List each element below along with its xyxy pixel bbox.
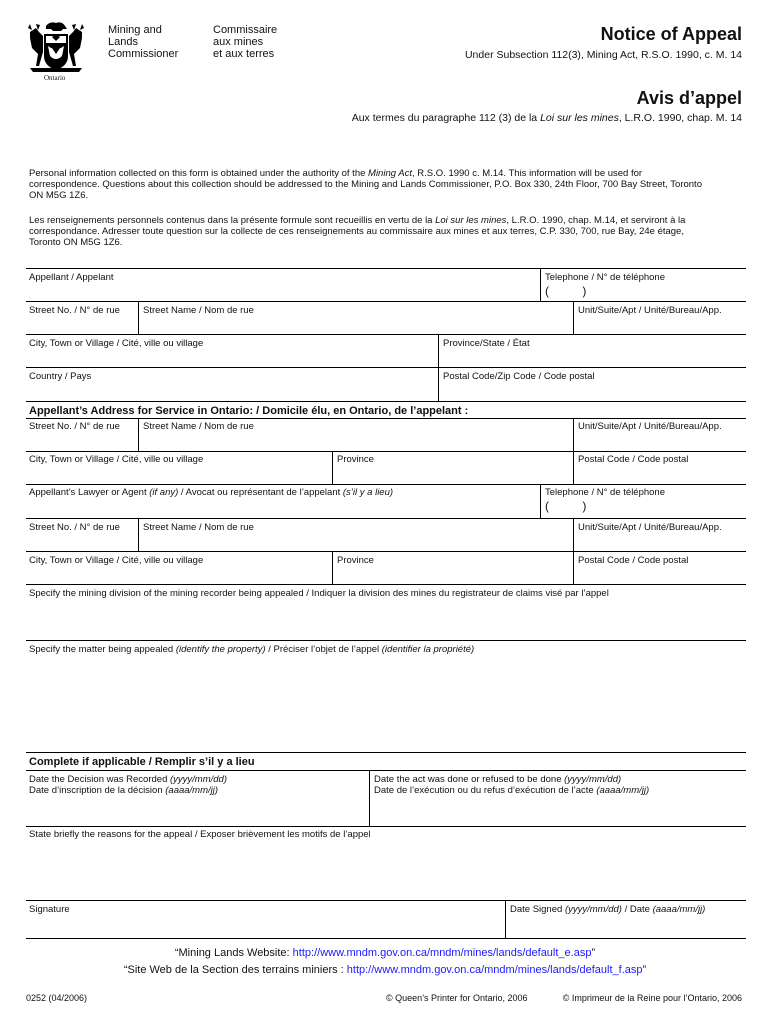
date-decision-recorded-field[interactable] bbox=[29, 774, 364, 824]
recorded-fr-pre: Date d’inscription de la décision bbox=[29, 785, 166, 796]
privacy-fr-line2: correspondance. Adresser toute question sur la collecte de ces renseignements au commissaire aux mines et aux terres, C.P. 330, 700, rue Bay, 24e étage, bbox=[29, 226, 684, 237]
lawyer-postal-field[interactable]: Postal Code / Code postal bbox=[578, 555, 689, 566]
website-fr-pre: “Site Web de la Section des terrains miniers : bbox=[123, 964, 347, 976]
privacy-fr-line1-pre: Les renseignements personnels contenus dans la présente formule sont recueillis en vertu de la bbox=[29, 215, 436, 226]
privacy-fr-line3: Toronto ON M5G 1Z6. bbox=[29, 237, 123, 248]
header-col2-line3: et aux terres bbox=[213, 48, 275, 60]
date-signed-mid: / Date bbox=[621, 904, 653, 915]
date-signed-italic2: (aaaa/mm/jj) bbox=[652, 904, 706, 915]
subtitle-en: Under Subsection 112(3), Mining Act, R.S.O. 1990, c. M. 14 bbox=[464, 49, 742, 61]
header-col1-line3: Commissioner bbox=[108, 48, 179, 60]
date-signed-pre: Date Signed bbox=[510, 904, 565, 915]
reasons-field[interactable]: State briefly the reasons for the appeal / Exposer brièvement les motifs de l’appel bbox=[29, 829, 371, 840]
website-fr-link[interactable]: http://www.mndm.gov.on.ca/mndm/mines/lands/default_f.asp bbox=[346, 964, 643, 976]
privacy-fr-line1-italic: Loi sur les mines bbox=[435, 215, 507, 226]
privacy-fr-line1 bbox=[29, 215, 744, 226]
recorded-en bbox=[29, 774, 364, 785]
date-signed-field[interactable] bbox=[510, 904, 743, 934]
date-signed-italic1: (yyyy/mm/dd) bbox=[564, 904, 622, 915]
privacy-en-line2: correspondence. Questions about this collection should be addressed to the Mining and Lands Commissioner, P.O. Box 330, 24th Floor, 700 Bay Street, Toronto bbox=[29, 179, 702, 190]
service-city-field[interactable]: City, Town or Village / Cité, ville ou village bbox=[29, 454, 204, 465]
applicable-heading: Complete if applicable / Remplir s’il y a lieu bbox=[29, 756, 255, 768]
website-en-link[interactable]: http://www.mndm.gov.on.ca/mndm/mines/lands/default_e.asp bbox=[292, 947, 592, 959]
service-address-heading: Appellant’s Address for Service in Ontario: / Domicile élu, en Ontario, de l’appelant : bbox=[29, 405, 469, 417]
lawyer-street-no-field[interactable]: Street No. / N° de rue bbox=[29, 522, 120, 533]
matter-label-pre: Specify the matter being appealed bbox=[29, 644, 176, 655]
act-fr bbox=[374, 785, 743, 796]
lawyer-telephone-parens: ( ) bbox=[545, 499, 587, 513]
appellant-postal-zip-field[interactable]: Postal Code/Zip Code / Code postal bbox=[443, 371, 595, 382]
title-en: Notice of Appeal bbox=[600, 24, 742, 44]
act-fr-italic: (aaaa/mm/jj) bbox=[596, 785, 650, 796]
lawyer-label-mid: / Avocat ou représentant de l’appelant bbox=[178, 487, 343, 498]
act-en bbox=[374, 774, 743, 785]
privacy-en-line1-italic: Mining Act bbox=[368, 168, 413, 179]
lawyer-telephone-label: Telephone / N° de téléphone bbox=[545, 487, 666, 498]
lawyer-agent-field[interactable] bbox=[29, 487, 534, 513]
header-col2 bbox=[213, 24, 277, 60]
act-en-italic: (yyyy/mm/dd) bbox=[564, 774, 622, 785]
lawyer-label-italic2: (s’il y a lieu) bbox=[342, 487, 394, 498]
service-postal-field[interactable]: Postal Code / Code postal bbox=[578, 454, 689, 465]
subtitle-fr-italic: Loi sur les mines bbox=[540, 112, 619, 124]
service-street-name-field[interactable]: Street Name / Nom de rue bbox=[143, 421, 254, 432]
header-col1-line2: Lands bbox=[108, 36, 138, 48]
privacy-en-line1-post: , R.S.O. 1990 c. M.14. This information will be used for bbox=[412, 168, 643, 179]
appellant-city-field[interactable]: City, Town or Village / Cité, ville ou village bbox=[29, 338, 204, 349]
appellant-province-state-field[interactable]: Province/State / État bbox=[443, 338, 530, 349]
lawyer-label-italic1: (if any) bbox=[149, 487, 179, 498]
lawyer-telephone-field[interactable] bbox=[545, 487, 743, 513]
website-en-pre: “Mining Lands Website: bbox=[174, 947, 293, 959]
lawyer-label-pre: Appellant’s Lawyer or Agent bbox=[29, 487, 150, 498]
copyright-en: © Queen’s Printer for Ontario, 2006 bbox=[386, 993, 528, 1003]
lawyer-street-name-field[interactable]: Street Name / Nom de rue bbox=[143, 522, 254, 533]
service-unit-field[interactable]: Unit/Suite/Apt / Unité/Bureau/App. bbox=[578, 421, 722, 432]
act-en-pre: Date the act was done or refused to be done bbox=[374, 774, 565, 785]
title-fr: Avis d’appel bbox=[636, 88, 742, 108]
header-col1-line1: Mining and bbox=[108, 24, 162, 36]
service-province-field[interactable]: Province bbox=[337, 454, 374, 465]
appellant-unit-field[interactable]: Unit/Suite/Apt / Unité/Bureau/App. bbox=[578, 305, 722, 316]
website-en-post: ” bbox=[591, 947, 596, 959]
privacy-notice-en bbox=[29, 168, 744, 201]
appellant-street-name-field[interactable]: Street Name / Nom de rue bbox=[143, 305, 254, 316]
subtitle-fr-post: , L.R.O. 1990, chap. M. 14 bbox=[618, 112, 742, 124]
matter-label-mid: / Préciser l’objet de l’appel bbox=[265, 644, 382, 655]
act-fr-pre: Date de l’exécution ou du refus d’exécution de l’acte bbox=[374, 785, 597, 796]
lawyer-city-field[interactable]: City, Town or Village / Cité, ville ou village bbox=[29, 555, 204, 566]
website-fr bbox=[0, 964, 770, 976]
mining-division-field[interactable]: Specify the mining division of the mining recorder being appealed / Indiquer la division des mines du registrateur de claims visé par l’appel bbox=[29, 588, 609, 599]
matter-label-italic2: (identifier la propriété) bbox=[381, 644, 475, 655]
header-col2-line2: aux mines bbox=[213, 36, 264, 48]
subtitle-fr-pre: Aux termes du paragraphe 112 (3) de la bbox=[351, 112, 541, 124]
privacy-en-line1 bbox=[29, 168, 744, 179]
appellant-country-field[interactable]: Country / Pays bbox=[29, 371, 92, 382]
form-number: 0252 (04/2006) bbox=[26, 993, 88, 1003]
privacy-en-line3: ON M5G 1Z6. bbox=[29, 190, 89, 201]
ontario-logo-label: Ontario bbox=[44, 74, 66, 82]
appellant-telephone-field[interactable] bbox=[545, 272, 743, 298]
lawyer-unit-field[interactable]: Unit/Suite/Apt / Unité/Bureau/App. bbox=[578, 522, 722, 533]
header-col2-line1: Commissaire bbox=[213, 24, 278, 36]
recorded-en-pre: Date the Decision was Recorded bbox=[29, 774, 170, 785]
matter-label-italic1: (identify the property) bbox=[175, 644, 266, 655]
website-en bbox=[0, 947, 770, 959]
date-act-done-field[interactable] bbox=[374, 774, 743, 824]
copyright-fr: © Imprimeur de la Reine pour l’Ontario, 2006 bbox=[562, 993, 742, 1003]
privacy-fr-line1-post: , L.R.O. 1990, chap. M.14, et serviront à la bbox=[506, 215, 686, 226]
header-col1 bbox=[108, 24, 178, 60]
ontario-logo bbox=[26, 20, 86, 84]
service-street-no-field[interactable]: Street No. / N° de rue bbox=[29, 421, 120, 432]
appellant-street-no-field[interactable]: Street No. / N° de rue bbox=[29, 305, 120, 316]
signature-field[interactable]: Signature bbox=[29, 904, 70, 915]
lawyer-province-field[interactable]: Province bbox=[337, 555, 374, 566]
appellant-telephone-parens: ( ) bbox=[545, 284, 587, 298]
appellant-telephone-label: Telephone / N° de téléphone bbox=[545, 272, 666, 283]
recorded-fr-italic: (aaaa/mm/jj) bbox=[165, 785, 219, 796]
recorded-fr bbox=[29, 785, 364, 796]
privacy-en-line1-pre: Personal information collected on this form is obtained under the authority of the bbox=[29, 168, 369, 179]
recorded-en-italic: (yyyy/mm/dd) bbox=[170, 774, 227, 785]
website-fr-post: ” bbox=[642, 964, 647, 976]
privacy-notice-fr bbox=[29, 215, 744, 248]
appellant-field[interactable]: Appellant / Appelant bbox=[29, 272, 114, 283]
matter-appealed-field[interactable] bbox=[29, 644, 743, 744]
subtitle-fr bbox=[352, 112, 742, 124]
